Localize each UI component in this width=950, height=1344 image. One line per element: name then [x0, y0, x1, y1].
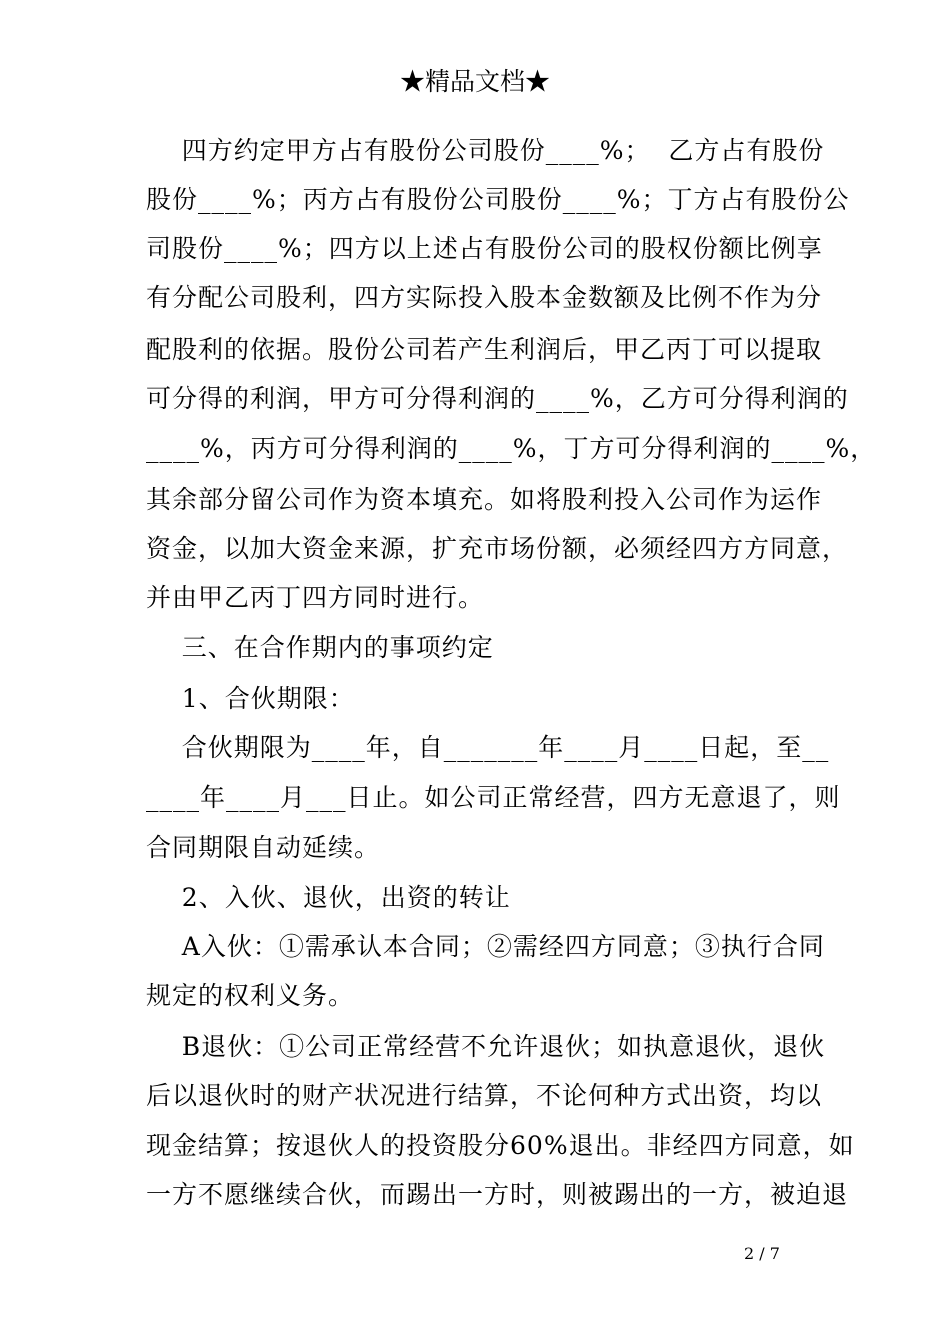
body-line: 股份____%；丙方占有股份公司股份____%；丁方占有股份公 [146, 185, 850, 214]
body-line: 合伙期限为____年，自_______年____月____日起，至__ [146, 733, 830, 762]
body-line: 配股利的依据。股份公司若产生利润后，甲乙丙丁可以提取 [146, 335, 823, 364]
body-line: 后以退伙时的财产状况进行结算，不论何种方式出资，均以 [146, 1081, 823, 1110]
body-line: B退伙：①公司正常经营不允许退伙；如执意退伙，退伙 [146, 1032, 826, 1061]
page-header: ★精品文档★ [399, 67, 550, 96]
body-line: A入伙：①需承认本合同；②需经四方同意；③执行合同 [146, 932, 825, 961]
page-number: 2 / 7 [744, 1244, 780, 1263]
body-line: 规定的权利义务。 [146, 981, 355, 1010]
body-line: ____%，丙方可分得利润的____%，丁方可分得利润的____%， [146, 434, 877, 463]
body-line: ____年____月___日止。如公司正常经营，四方无意退了，则 [146, 783, 841, 812]
subsection-heading: 2、入伙、退伙，出资的转让 [146, 883, 511, 912]
body-line: 其余部分留公司作为资本填充。如将股利投入公司作为运作 [146, 485, 823, 514]
body-line: 合同期限自动延续。 [146, 833, 381, 862]
body-line: 四方约定甲方占有股份公司股份____%； 乙方占有股份 [146, 136, 825, 165]
body-line: 并由甲乙丙丁四方同时进行。 [146, 583, 485, 612]
body-line: 一方不愿继续合伙，而踢出一方时，则被踢出的一方，被迫退 [146, 1180, 849, 1209]
subsection-heading: 1、合伙期限： [146, 684, 355, 713]
body-line: 资金，以加大资金来源，扩充市场份额，必须经四方方同意， [146, 534, 849, 563]
body-line: 可分得的利润，甲方可分得利润的____%，乙方可分得利润的 [146, 384, 849, 413]
body-line: 司股份____%；四方以上述占有股份公司的股权份额比例享 [146, 234, 823, 263]
section-heading: 三、在合作期内的事项约定 [146, 633, 494, 662]
body-line: 现金结算；按退伙人的投资股分60%退出。非经四方同意，如 [146, 1131, 855, 1160]
body-line: 有分配公司股利，四方实际投入股本金数额及比例不作为分 [146, 283, 823, 312]
